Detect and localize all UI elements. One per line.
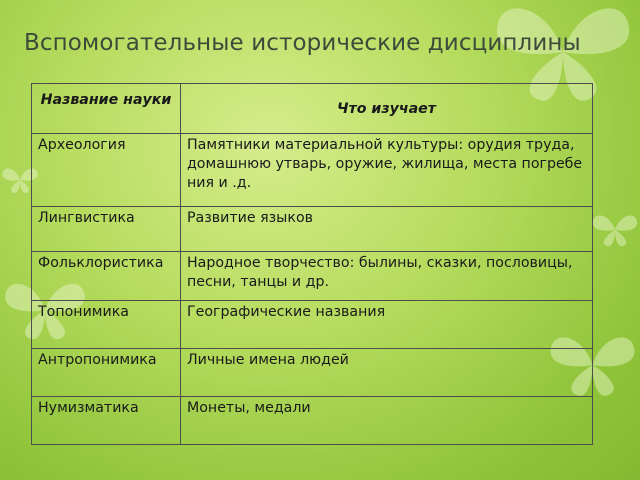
discipline-name: Нумизматика — [32, 397, 181, 445]
discipline-name: Топонимика — [32, 301, 181, 349]
discipline-description: Памятники материальной культуры: орудия труда, домашнюю утварь, оружие, жилища, места погребения и .д. — [181, 134, 593, 207]
disciplines-table — [31, 83, 593, 445]
table-row — [32, 349, 593, 397]
table-row — [32, 134, 593, 207]
header-description: Что изучает — [181, 84, 593, 134]
discipline-description: Народное творчество: былины, сказки, пословицы, песни, танцы и др. — [181, 252, 593, 301]
discipline-description: Развитие языков — [181, 207, 593, 252]
table-row — [32, 301, 593, 349]
discipline-name: Антропонимика — [32, 349, 181, 397]
table-row — [32, 207, 593, 252]
discipline-name: Археология — [32, 134, 181, 207]
table-row — [32, 252, 593, 301]
slide-title: Вспомогательные исторические дисциплины — [24, 30, 581, 56]
discipline-name: Фольклористика — [32, 252, 181, 301]
table-row — [32, 397, 593, 445]
discipline-description: Личные имена людей — [181, 349, 593, 397]
discipline-description: Монеты, медали — [181, 397, 593, 445]
butterfly-decoration-icon — [590, 200, 640, 260]
table-header-row — [32, 84, 593, 134]
discipline-name: Лингвистика — [32, 207, 181, 252]
header-name: Название науки — [32, 84, 181, 134]
discipline-description: Географические названия — [181, 301, 593, 349]
